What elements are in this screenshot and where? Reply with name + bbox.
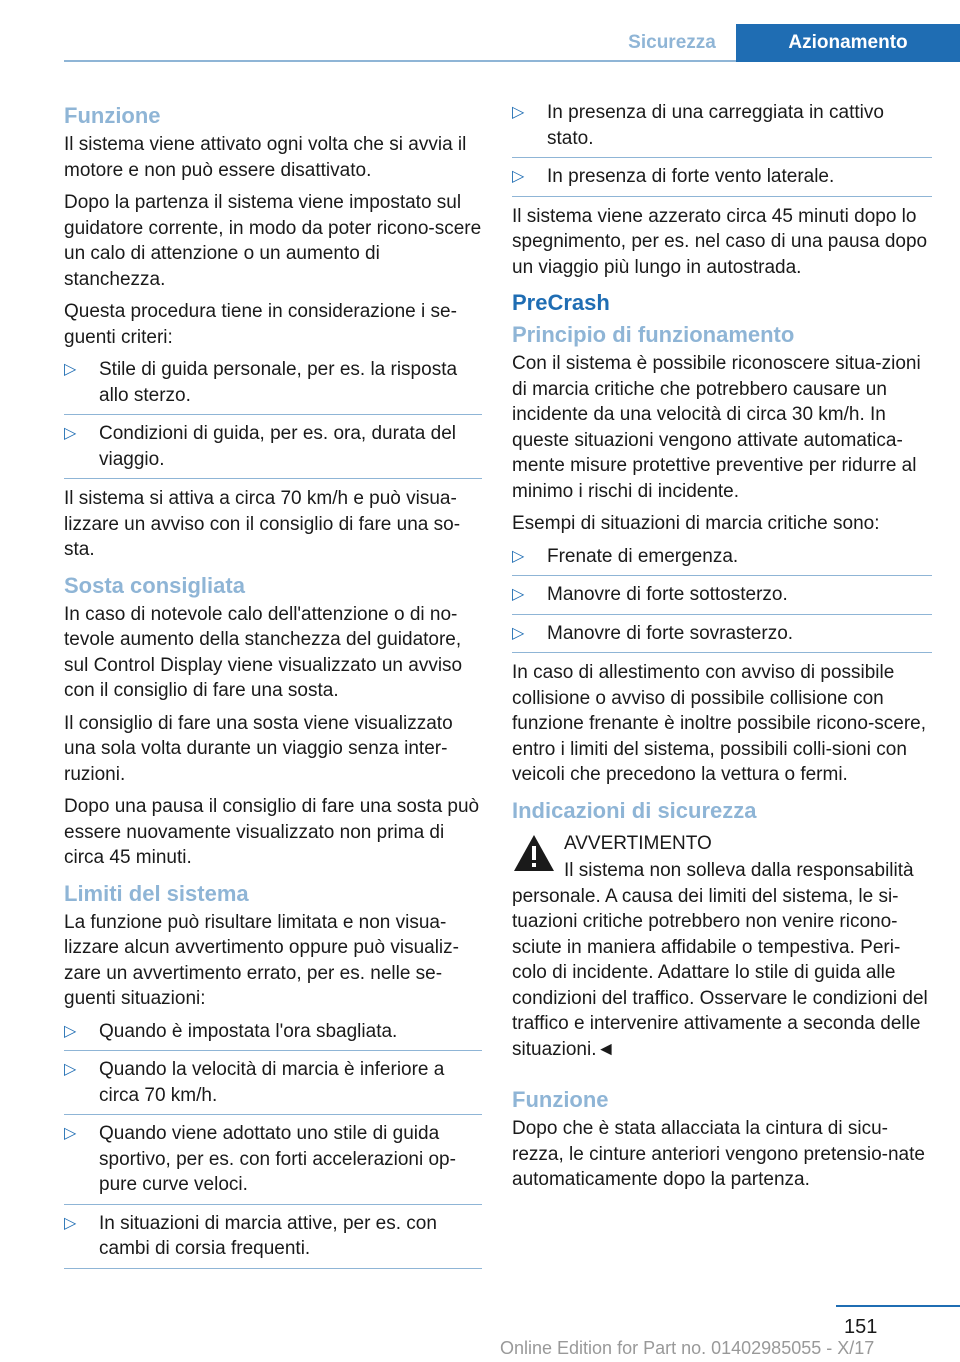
right-column: [512, 100, 932, 1200]
precrash-heading: PreCrash: [512, 290, 610, 315]
funzione-paragraph-4: Il sistema si attiva a circa 70 km/h e può visua-lizzare un avviso con il consiglio di fare una so-sta.: [64, 488, 461, 560]
list-item: ▷ Manovre di forte sovrasterzo.: [512, 621, 932, 654]
list-item: ▷ Quando viene adottato uno stile di guida sportivo, per es. con forti accelerazioni op-pure curve veloci.: [64, 1121, 482, 1205]
principio-heading: Principio di funzionamento: [512, 322, 795, 347]
warning-title: AVVERTIMENTO: [564, 832, 712, 854]
limiti-paragraph-1: La funzione può risultare limitata e non visua-lizzare alcun avvertimento oppure può visualiz-zare un avvertimento errato, per es. nelle se-guenti situazioni:: [64, 911, 459, 1009]
sosta-paragraph-2: Il consiglio di fare una sosta viene visualizzato una sola volta durante un viaggio senza inter-ruzioni.: [64, 712, 453, 785]
list-item: ▷ Frenate di emergenza.: [512, 544, 932, 577]
header-section-tab[interactable]: Sicurezza: [628, 32, 716, 53]
warning-box: [512, 831, 932, 1063]
funzione-paragraph-2: Dopo la partenza il sistema viene impostato sul guidatore corrente, in modo da poter ricono-scere un calo di attenzione o un aumento di stanchezza.: [64, 192, 482, 290]
esempi-list: [512, 544, 932, 654]
sosta-paragraph-1: In caso di notevole calo dell'attenzione o di no-tevole aumento della stanchezza del guidatore, sul Control Display viene visualizzato un avviso con il consiglio di fare una sosta.: [64, 603, 463, 701]
list-item: ▷ In presenza di forte vento laterale.: [512, 164, 932, 197]
edition-text: Online Edition for Part no. 01402985055 - X/17: [500, 1338, 875, 1358]
principio-paragraph-1: Con il sistema è possibile riconoscere situa-zioni di marcia critiche che potrebbero causare un incidente da una velocità di circa 30 km/h. In queste situazioni vengono attivate automatica-mente misure protettive preventive per ridurre al minimo i rischi di incidente.: [512, 353, 921, 502]
limiti-list-continued: [512, 100, 932, 197]
sosta-paragraph-3: Dopo una pausa il consiglio di fare una sosta può essere nuovamente visualizzato non prima di circa 45 minuti.: [64, 796, 480, 868]
header-rule: [64, 60, 736, 62]
list-item: ▷ Manovre di forte sottosterzo.: [512, 582, 932, 615]
sicurezza-heading: Indicazioni di sicurezza: [512, 797, 757, 823]
list-item: ▷ Condizioni di guida, per es. ora, durata del viaggio.: [64, 421, 482, 479]
limiti-heading: Limiti del sistema: [64, 880, 249, 906]
list-item: ▷ In presenza di una carreggiata in cattivo stato.: [512, 100, 932, 158]
list-item: ▷ Quando è impostata l'ora sbagliata.: [64, 1019, 482, 1052]
funzione-heading: Funzione: [64, 103, 161, 128]
criteri-list: [64, 357, 482, 479]
funzione2-paragraph-1: Dopo che è stata allacciata la cintura di sicu-rezza, le cinture anteriori vengono pretensio-nate automaticamente dopo la partenza.: [512, 1118, 925, 1190]
warning-text: Il sistema non solleva dalla responsabilità personale. A causa dei limiti del sistema, le si-tuazioni critiche potrebbero non venire ricono-sciute in maniera affidabile o tempestiva. Peri-colo di incidente. Adattare lo stile di guida alle condizioni del traffico. Osservare le condizioni del traffico e intervenire attivamente a seconda delle situazioni.◄: [512, 860, 928, 1060]
list-item: ▷ Stile di guida personale, per es. la risposta allo sterzo.: [64, 357, 482, 415]
reset-paragraph: Il sistema viene azzerato circa 45 minuti dopo lo spegnimento, per es. nel caso di una pausa dopo un viaggio più lungo in autostrada.: [512, 205, 928, 278]
footer-rule: [836, 1305, 960, 1307]
list-item: ▷ In situazioni di marcia attive, per es. con cambi di corsia frequenti.: [64, 1211, 482, 1269]
principio-paragraph-3: In caso di allestimento con avviso di possibile collisione o avviso di possibile collisione con funzione frenante è inoltre possibile ricono-scere, entro i limiti del sistema, possibili colli-sioni con veicoli che precedono la vettura o fermi.: [512, 662, 927, 785]
funzione-paragraph-1: Il sistema viene attivato ogni volta che si avvia il motore e non può essere disattivato.: [64, 134, 467, 181]
left-column: [64, 100, 482, 1276]
sosta-heading: Sosta consigliata: [64, 572, 245, 598]
header-chapter-tab[interactable]: Azionamento: [736, 24, 960, 62]
limiti-list: [64, 1019, 482, 1269]
principio-paragraph-2: Esempi di situazioni di marcia critiche sono:: [512, 513, 880, 534]
list-item: ▷ Quando la velocità di marcia è inferiore a circa 70 km/h.: [64, 1057, 482, 1115]
page-number: 151: [844, 1316, 878, 1338]
funzione-paragraph-3: Questa procedura tiene in considerazione i se-guenti criteri:: [64, 301, 457, 348]
warning-triangle-icon: [512, 833, 556, 873]
funzione2-heading: Funzione: [512, 1087, 609, 1112]
